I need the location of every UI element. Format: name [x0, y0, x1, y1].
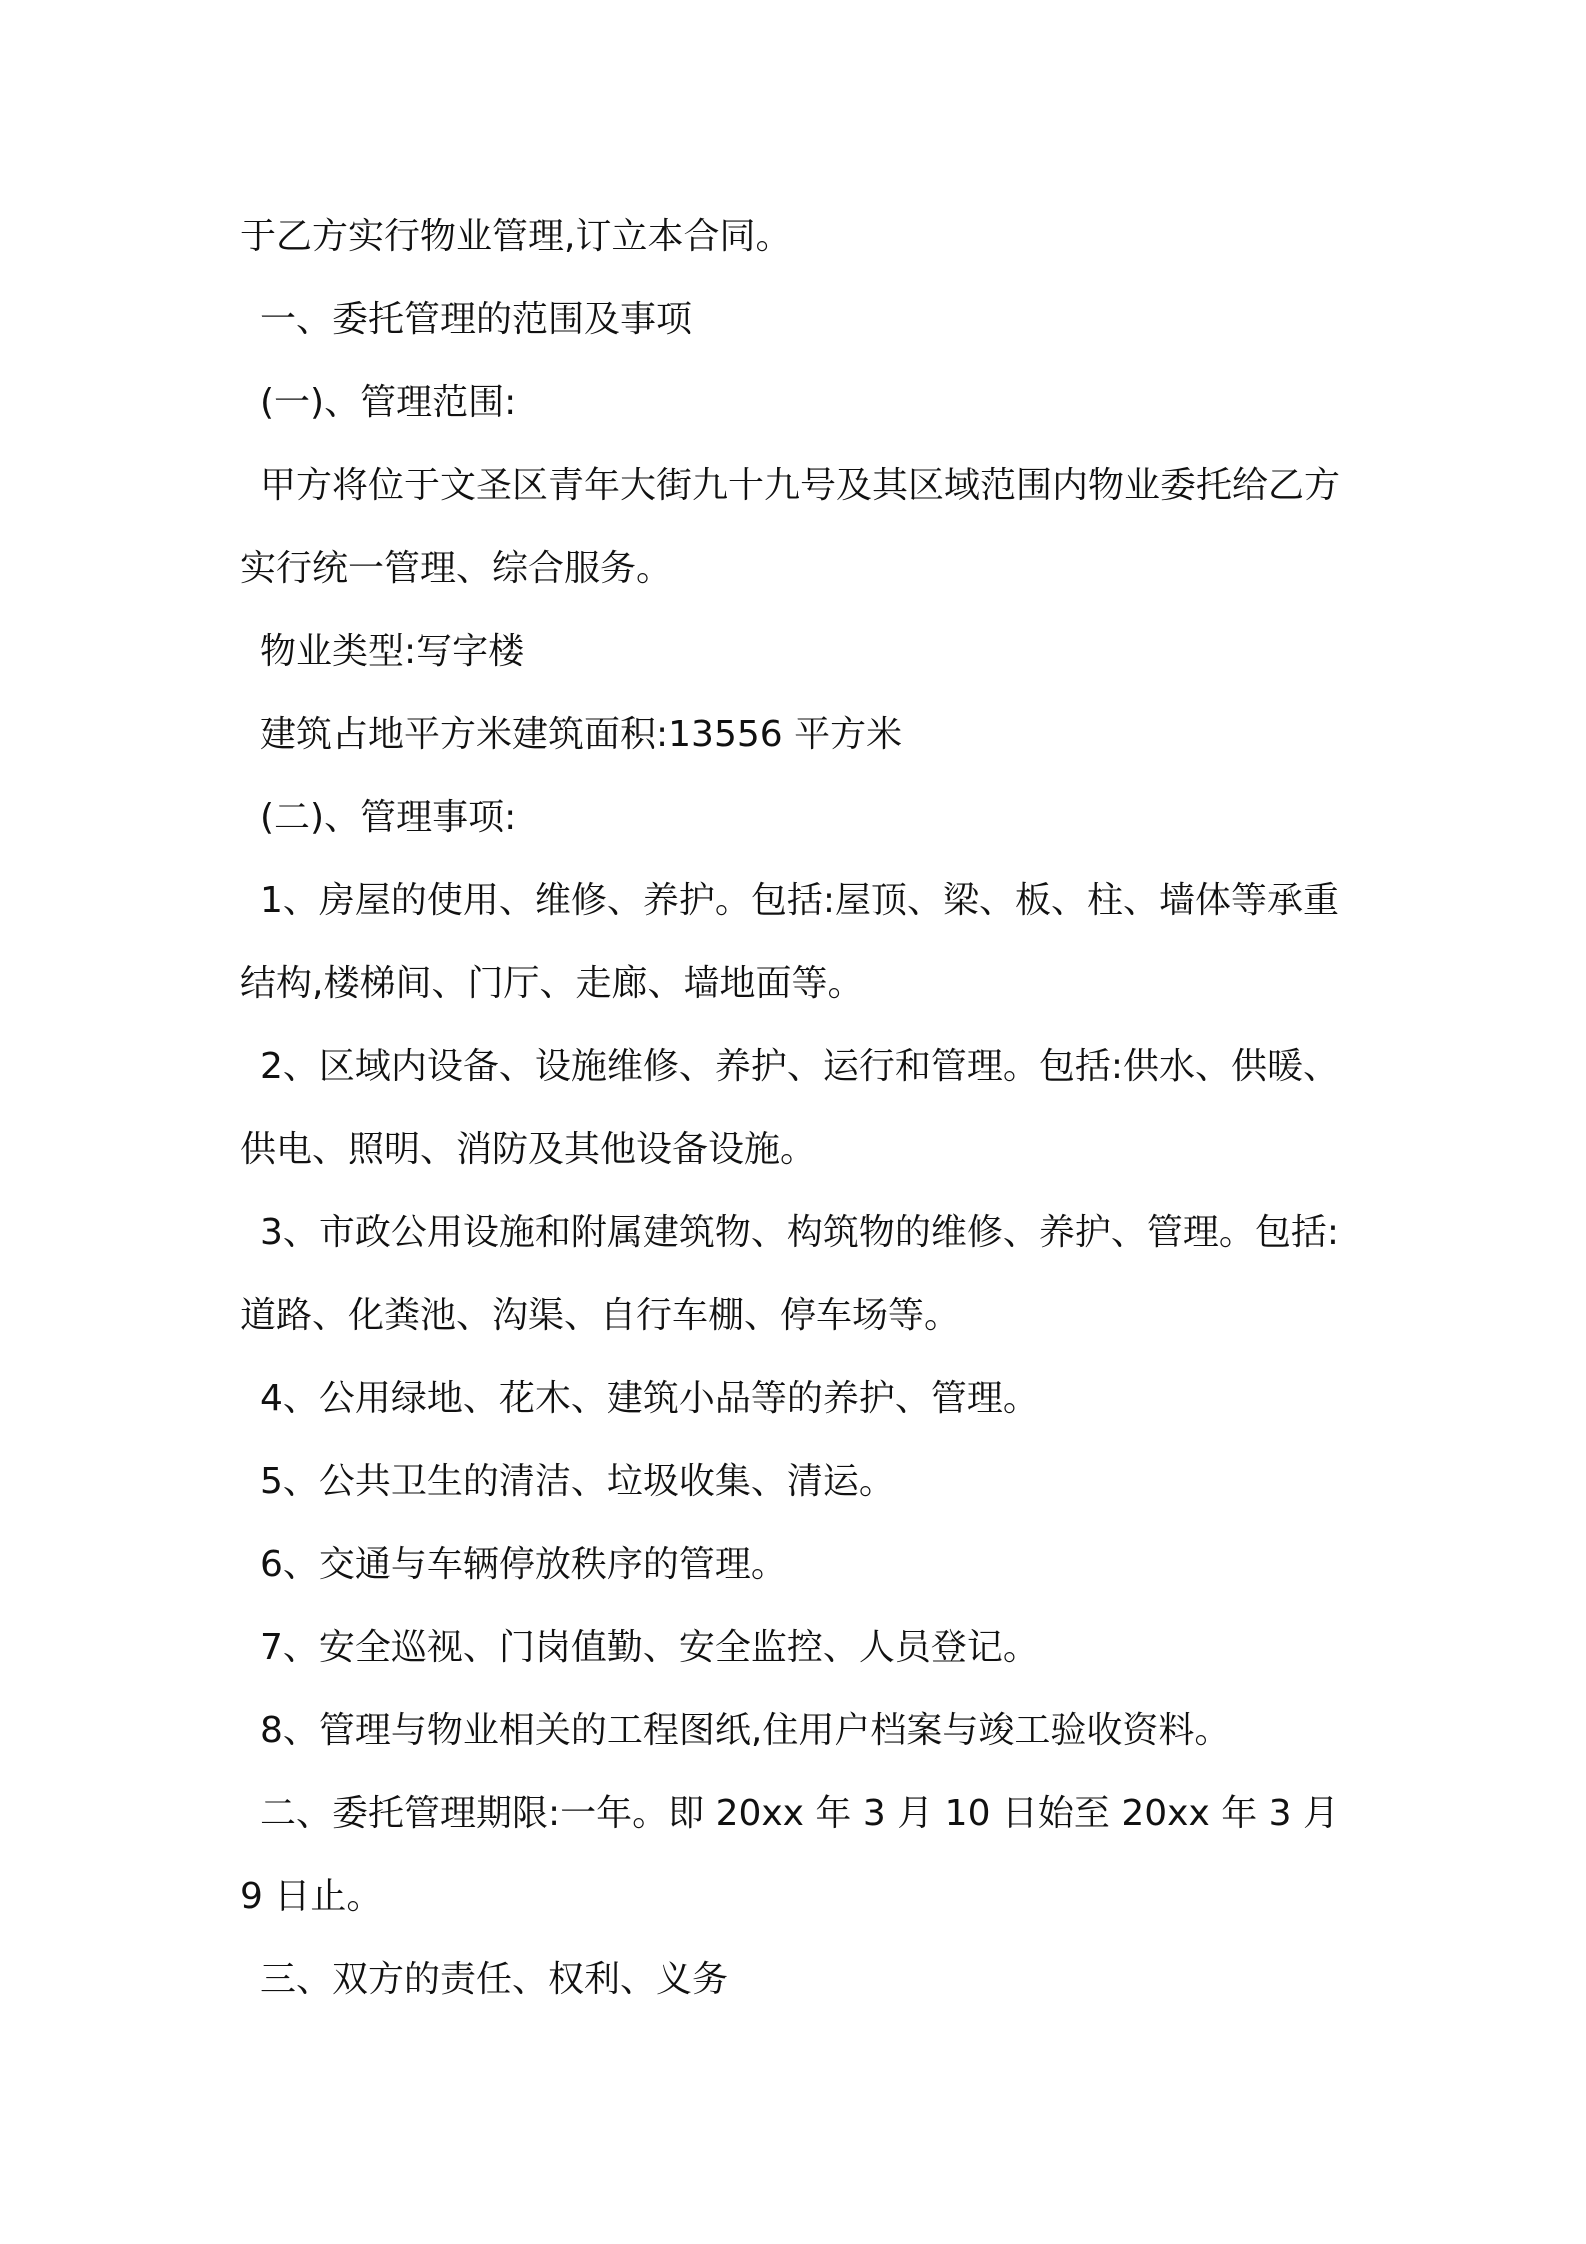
- paragraph-contract-intro-tail: 于乙方实行物业管理,订立本合同。: [240, 216, 792, 257]
- heading-section-2-term: 二、委托管理期限:一年。即 20xx 年 3 月 10 日始至 20xx 年 3 月 9 日止。: [240, 1793, 1340, 1917]
- subheading-management-items: (二)、管理事项:: [260, 797, 517, 838]
- list-item-4: 4、公用绿地、花木、建筑小品等的养护、管理。: [260, 1378, 1039, 1419]
- subheading-management-scope: (一)、管理范围:: [260, 382, 517, 423]
- list-item-5: 5、公共卫生的清洁、垃圾收集、清运。: [260, 1461, 895, 1502]
- paragraph-scope-description: 甲方将位于文圣区青年大街九十九号及其区域范围内物业委托给乙方实行统一管理、综合服务。: [240, 465, 1341, 589]
- list-item-3: 3、市政公用设施和附属建筑物、构筑物的维修、养护、管理。包括:道路、化粪池、沟渠、自行车棚、停车场等。: [240, 1212, 1340, 1336]
- list-item-1: 1、房屋的使用、维修、养护。包括:屋顶、梁、板、柱、墙体等承重结构,楼梯间、门厅、走廊、墙地面等。: [240, 880, 1340, 1004]
- list-item-7: 7、安全巡视、门岗值勤、安全监控、人员登记。: [260, 1627, 1039, 1668]
- list-item-8: 8、管理与物业相关的工程图纸,住用户档案与竣工验收资料。: [260, 1710, 1231, 1751]
- heading-section-3: 三、双方的责任、权利、义务: [260, 1959, 729, 2000]
- heading-section-1: 一、委托管理的范围及事项: [260, 299, 693, 340]
- paragraph-building-area: 建筑占地平方米建筑面积:13556 平方米: [260, 714, 903, 755]
- paragraph-property-type: 物业类型:写字楼: [260, 631, 525, 672]
- list-item-6: 6、交通与车辆停放秩序的管理。: [260, 1544, 787, 1585]
- list-item-2: 2、区域内设备、设施维修、养护、运行和管理。包括:供水、供暖、供电、照明、消防及其他设备设施。: [240, 1046, 1340, 1170]
- document-body: [240, 195, 1360, 2021]
